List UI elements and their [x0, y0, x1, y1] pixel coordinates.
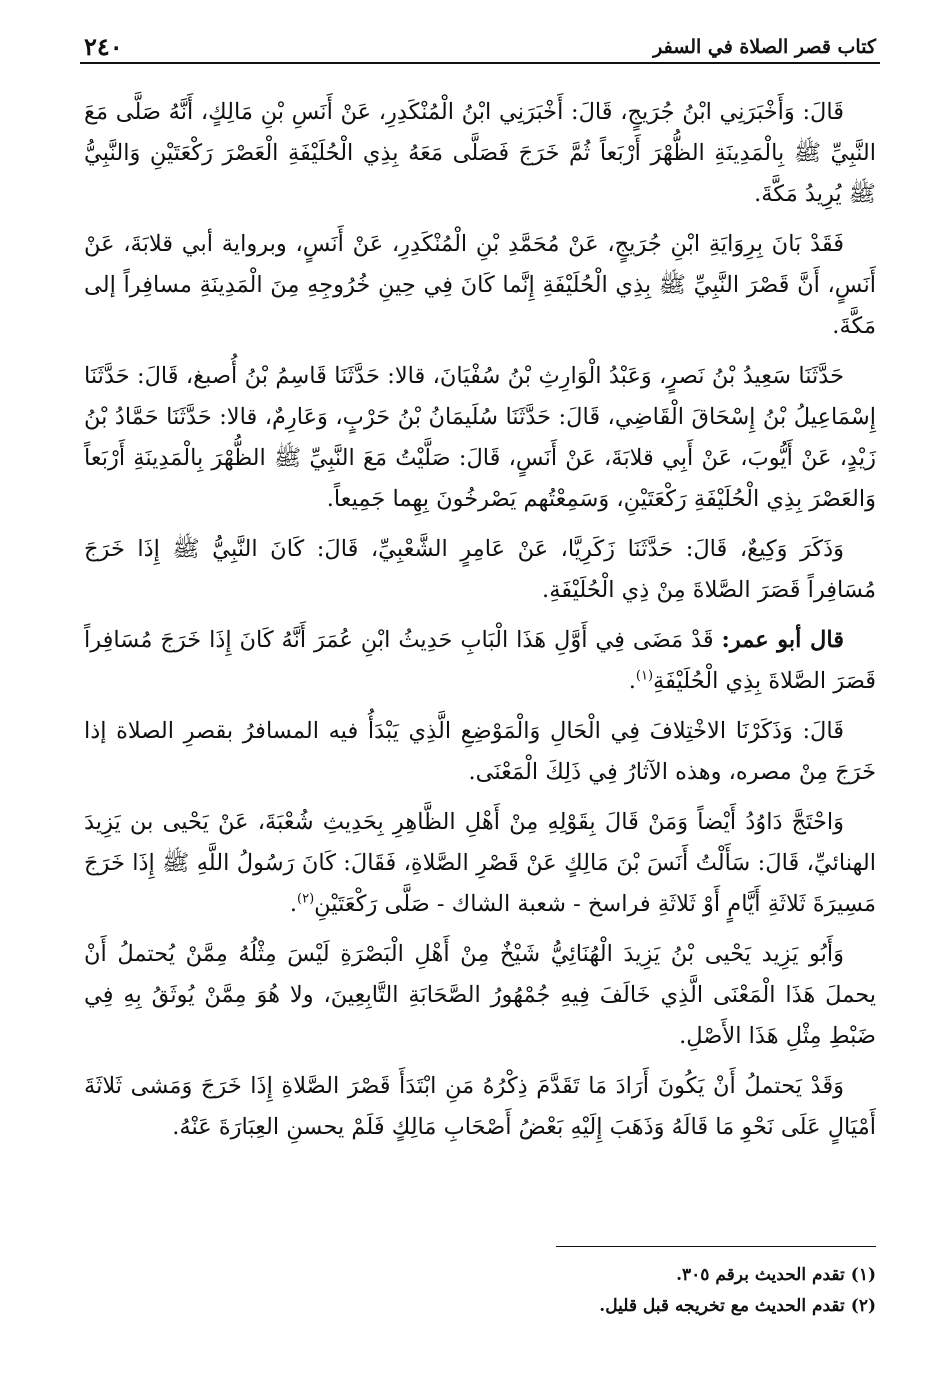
page-header	[80, 28, 880, 64]
paragraph-text: حَدَّثَنَا سَعِيدُ بْنُ نَصرٍ، وَعَبْدُ الْوَارِثِ بْنُ سُفْيَانَ، قالا: حَدَّثَنَا قَاسِمُ بْنُ أُصبغ، قَالَ: حَدَّثَنَا إِسْمَاعِيلُ بْنُ إِسْحَاقَ الْقَاضِي، قَالَ: حَدَّثَنَا سُلَيمَانُ بْنُ حَرْبٍ، وَعَارِمٌ، قالا: حَدَّثَنَا حَمَّادُ بْنُ زَيْدٍ، عَنْ أَيُّوبَ، عَنْ أَبِي قلابَةَ، عَنْ أَنَسٍ، قَالَ: صَلَّيْتُ مَعَ النَّبِيِّ ﷺ الظُّهْرَ بِالْمَدِينَةِ أَرْبَعاً وَالعَصْرَ بِذِي الْحُلَيْفَةِ رَكْعَتَيْنِ، وَسَمِعْتُهم يَصْرخُونَ بِهِما جَمِيعاً.	[84, 363, 876, 512]
footnote-text: تقدم الحديث مع تخريجه قبل قليل.	[599, 1296, 845, 1316]
paragraph	[80, 92, 880, 215]
paragraph	[80, 529, 880, 611]
paragraph: وَاحْتَجَّ دَاوُدُ أَيْضاً وَمَنْ قَالَ بِقَوْلِهِ مِنْ أَهْلِ الظَّاهِرِ بِحَدِيثِ شُعْبَةَ، عَنْ يَحْيى بن يَزِيدَ الهنائيِّ، قَالَ: سَأَلْتُ أَنَسَ بْنَ مَالِكٍ عَنْ قَصْرِ الصَّلاةِ، فَقَالَ: كَانَ رَسُولُ اللَّهِ ﷺ إِذَا خَرَجَ مَسِيرَةَ ثَلاثَةِ أَيَّامٍ أَوْ ثَلاثَةِ فراسخ - شعبة الشاك - صَلَّى رَكْعَتَيْنِ$^{(٢)}$.	[84, 809, 876, 917]
page-body	[80, 92, 880, 1148]
footnotes	[116, 1260, 876, 1322]
paragraph	[80, 224, 880, 347]
page-number: ٢٤٠	[84, 32, 123, 61]
paragraph-text: وَاحْتَجَّ دَاوُدُ أَيْضاً وَمَنْ قَالَ بِقَوْلِهِ مِنْ أَهْلِ الظَّاهِرِ بِحَدِيثِ شُعْبَةَ، عَنْ يَحْيى بن يَزِيدَ الهنائيِّ، قَالَ: سَأَلْتُ أَنَسَ بْنَ مَالِكٍ عَنْ قَصْرِ الصَّلاةِ، فَقَالَ: كَانَ رَسُولُ اللَّهِ ﷺ إِذَا خَرَجَ مَسِيرَةَ ثَلاثَةِ أَيَّامٍ أَوْ ثَلاثَةِ فراسخ - شعبة الشاك - صَلَّى رَكْعَتَيْنِ	[84, 809, 876, 917]
footnote-number: (١)	[850, 1265, 876, 1285]
paragraph-text: وَذَكَرَ وَكِيعٌ، قَالَ: حَدَّثَنَا زَكَرِيَّا، عَنْ عَامِرٍ الشَّعْبِيِّ، قَالَ: كَانَ النَّبِيُّ ﷺ إِذَا خَرَجَ مُسَافِراً قَصَرَ الصَّلاةَ مِنْ ذِي الْحُلَيْفَةِ.	[84, 536, 876, 603]
footnote	[116, 1260, 876, 1291]
paragraph-text: قَالَ: وَذَكَرْنَا الاخْتِلافَ فِي الْحَالِ وَالْمَوْضِعِ الَّذِي يَبْدَأُ فيه المسافرُ بقصرِ الصلاة إذا خَرَجَ مِنْ مصره، وهذه الآثارُ فِي ذَلِكَ الْمَعْنَى.	[84, 718, 876, 785]
paragraph-text: قَالَ: وَأَخْبَرَنِي ابْنُ جُرَيجٍ، قَالَ: أَخْبَرَنِي ابْنُ الْمُنْكَدِرِ، عَنْ أَنَسِ بْنِ مَالِكٍ، أَنَّهُ صَلَّى مَعَ النَّبِيِّ ﷺ بِالْمَدِينَةِ الظُّهْرَ أَرْبَعاً ثُمَّ خَرَجَ فَصَلَّى مَعَهُ بِذِي الْحُلَيْفَةِ الْعَصْرَ رَكْعَتَيْنِ وَالنَّبِيُّ ﷺ يُرِيدُ مَكَّةَ.	[84, 99, 876, 207]
footnote-number: (٢)	[850, 1296, 876, 1316]
footnote-reference[interactable]: (١)	[635, 668, 654, 684]
paragraph: قال أبو عمر: قَدْ مَضَى فِي أَوَّلِ هَذَا الْبَابِ حَدِيثُ ابْنِ عُمَرَ أَنَّهُ كَانَ إِذَا خَرَجَ مُسَافِراً قَصَرَ الصَّلاةَ بِذِي الْحُلَيْفَةِ$^{(١)}$.	[84, 627, 876, 694]
paragraph	[80, 356, 880, 520]
paragraph	[80, 934, 880, 1057]
paragraph-lead: قال أبو عمر:	[721, 627, 844, 653]
footnote-reference[interactable]: (٢)	[297, 891, 315, 907]
paragraph	[80, 711, 880, 793]
paragraph-text: فَقَدْ بَانَ بِرِوَايَةِ ابْنِ جُرَيجٍ، عَنْ مُحَمَّدِ بْنِ الْمُنْكَدِرِ، عَنْ أَنَسٍ، وبرواية أبي قلابَةَ، عَنْ أَنَسٍ، أَنَّ قَصْرَ النَّبِيِّ ﷺ بِذِي الْحُلَيْفَةِ إِنَّما كَانَ فِي حِينِ خُرُوجِهِ مِنَ الْمَدِينَةِ مسافِراً إلى مَكَّةَ.	[84, 231, 876, 339]
paragraph-text: وَأَبُو يَزِيد يَحْيى بْنُ يَزِيدَ الْهُنَائِيُّ شَيْخٌ مِنْ أَهْلِ الْبَصْرَةِ لَيْسَ مِثْلُهُ مِمَّنْ يُحتملُ أَنْ يحملَ هَذَا الْمَعْنَى الَّذِي خَالَفَ فِيهِ جُمْهُورُ الصَّحَابَةِ التَّابِعِينَ، ولا هُوَ مِمَّنْ يُوثَقُ بِهِ فِي ضَبْطِ مِثْلِ هَذَا الأَصْلِ.	[84, 941, 876, 1049]
footnote-divider	[556, 1246, 876, 1247]
footnote-text: تقدم الحديث برقم ٣٠٥.	[676, 1265, 845, 1285]
running-title: كتاب قصر الصلاة في السفر	[653, 36, 876, 58]
book-page	[80, 28, 880, 1348]
footnote	[116, 1291, 876, 1322]
paragraph	[80, 1066, 880, 1148]
paragraph-text: وَقَدْ يَحتملُ أَنْ يَكُونَ أَرَادَ مَا تَقَدَّمَ ذِكْرُهُ مَنِ ابْتَدَأَ قَصْرَ الصَّلاةِ إِذَا خَرَجَ وَمَشى ثَلاثَةَ أَمْيَالٍ عَلَى نَحْوِ مَا قَالَهُ وَذَهَبَ إِلَيْهِ بَعْضُ أَصْحَابِ مَالِكٍ فَلَمْ يحسنِ العِبَارَةَ عَنْهُ.	[84, 1073, 876, 1140]
paragraph-text: قَدْ مَضَى فِي أَوَّلِ هَذَا الْبَابِ حَدِيثُ ابْنِ عُمَرَ أَنَّهُ كَانَ إِذَا خَرَجَ مُسَافِراً قَصَرَ الصَّلاةَ بِذِي الْحُلَيْفَةِ	[84, 627, 876, 694]
